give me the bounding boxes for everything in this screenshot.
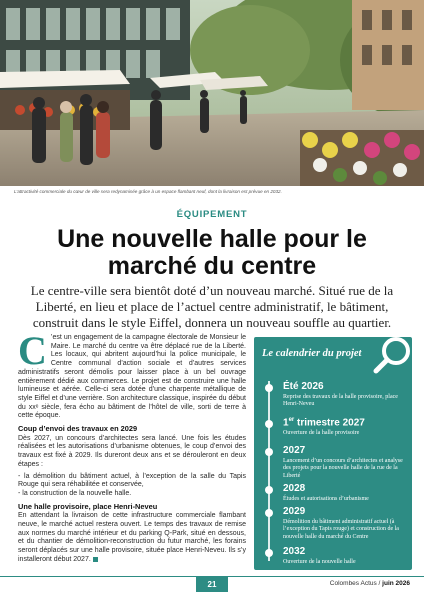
event-date: 2027 (283, 445, 306, 456)
timeline-dot-icon (265, 549, 273, 557)
intro-text: ’est un engagement de la campagne électorale de Monsieur le Maire. Le marché du centre va être déplacé rue de la Liberté. Les locaux, qui abritent aujourd’hui la police municipale, le Centre communal d’action sociale et d’autres services administratifs seront démolis pour laisser place à un bel ouvrage entièrement dédié aux commerces. Le projet est de construire une halle lumineuse et aérée. Celle-ci sera dotée d’une charpente métallique de style Eiffel et d’une verrière. Son architecture classique, inspirée du début du xxᵉ siècle, fera écho au bâtiment de l’hôtel de ville, sorti de terre à cette époque. (18, 334, 246, 420)
publication-info: Colombes Actus / juin 2026 (329, 580, 410, 587)
market-photo (0, 0, 424, 186)
event-date: 1er trimestre 2027 (283, 417, 365, 429)
timeline-dot-icon (265, 420, 273, 428)
event-description: Ouverture de la nouvelle halle (283, 559, 356, 565)
bullet-construction: - la construction de la nouvelle halle. (18, 489, 132, 497)
article-title: Une nouvelle halle pour le marché du centre (57, 225, 367, 280)
event-date: 2029 (283, 506, 306, 517)
event-date: 2028 (283, 483, 306, 494)
intro-paragraph (18, 328, 246, 421)
timeline-dot-icon (265, 448, 273, 456)
magnifier-icon (368, 337, 412, 379)
timeline-dot-icon (265, 384, 273, 392)
section-heading-temporary-hall: Une halle provisoire, place Henri-Neveu (18, 501, 158, 511)
section-text-works: Dès 2027, un concours d’architectes sera lancé. Une fois les études réalisées et les autorisations d’urbanisme obtenues, le coup d’envoi des travaux est fixé à 2029. Ils dureront deux ans et se dérouleront en deux étapes : (18, 434, 246, 468)
page-footer (0, 576, 424, 600)
end-mark-icon (93, 557, 98, 562)
project-calendar (254, 337, 412, 570)
section-text-temporary-hall-body: En attendant la livraison de cette infrastructure commerciale flambant neuve, le marché actuel restera ouvert. Le temps des travaux de remise aux normes du marché intérieur et du parking Q-Park, situé en dessous, et du chantier de démolition-reconstruction du futur marché, les forains seront déplacés sur une halle provisoire, située place Henri-Neveu. Ils s’y installeront début 2027. (18, 512, 246, 563)
event-description: Ouverture de la halle provisoire (283, 430, 360, 436)
timeline-line (268, 381, 270, 561)
article-lead: Le centre-ville sera bientôt doté d’un nouveau marché. Situé rue de la Liberté, en lieu et place de l’actuel centre administratif, le bâtiment, construit dans le style Eiffel, donnera un nouveau souffle au quartier. (30, 283, 394, 331)
event-date: Été 2026 (283, 381, 324, 392)
market-photo-illustration (0, 0, 424, 186)
event-description: Lancement d’un concours d’architectes et analyse des projets pour la nouvelle halle de la rue de la Liberté (283, 458, 403, 479)
section-text-temporary-hall (18, 512, 246, 564)
bullet-demolition: - la démolition du bâtiment actuel, à l’exception de la salle du Tapis Rouge qui sera réhabilitée et conservée, (18, 472, 246, 489)
calendar-title: Le calendrier du projet (262, 348, 362, 359)
timeline-dot-icon (265, 509, 273, 517)
event-description: Études et autorisations d’urbanisme (283, 496, 369, 502)
page-number: 21 (196, 577, 228, 592)
event-description: Reprise des travaux de la halle provisoire, place Henri-Neveu (283, 394, 398, 408)
event-date: 2032 (283, 546, 306, 557)
section-heading-works: Coup d’envoi des travaux en 2029 (18, 424, 138, 434)
drop-cap: C (18, 328, 47, 373)
event-description: Démolition du bâtiment administratif actuel (à l’exception du Tapis rouge) et construction de la nouvelle halle du marché du Centre (283, 519, 399, 540)
publication-name: Colombes Actus (329, 580, 377, 587)
timeline-dot-icon (265, 486, 273, 494)
article-body (18, 328, 246, 568)
publication-issue: juin 2026 (382, 580, 410, 587)
article-category: ÉQUIPEMENT (176, 209, 248, 220)
photo-caption: L’attractivité commerciale du cœur de ville sera redynamisée grâce à un espace flambant neuf, dont la livraison est prévue en 2032. (14, 189, 282, 194)
